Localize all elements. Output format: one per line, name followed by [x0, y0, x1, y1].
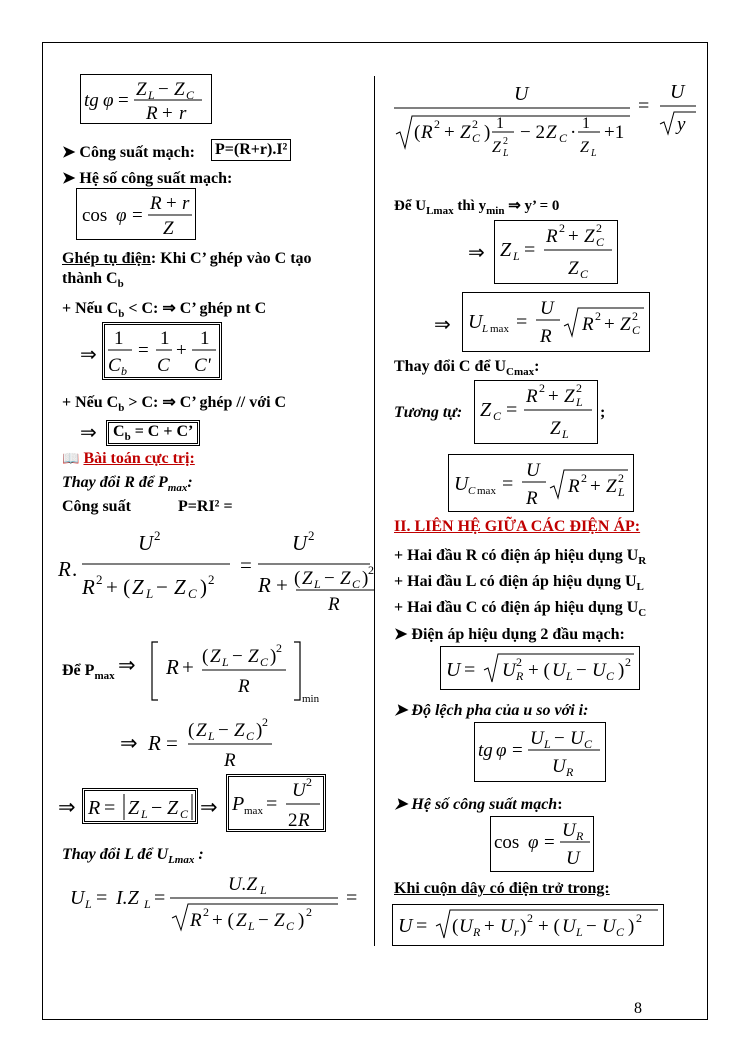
svg-text:U: U: [500, 916, 514, 937]
series-arrow: ⇒: [80, 344, 97, 366]
voltage-r-line: + Hai đầu R có điện áp hiệu dụng $U_R$: [394, 547, 647, 568]
svg-text:−: −: [324, 568, 335, 589]
power-equation: P=RI² =: [178, 498, 233, 515]
svg-text:R: R: [473, 925, 481, 939]
svg-text:2: 2: [576, 381, 582, 395]
svg-text:Z: Z: [132, 575, 144, 599]
svg-text:U: U: [459, 916, 473, 937]
svg-text:): ): [270, 646, 277, 667]
svg-text:U: U: [540, 298, 554, 319]
total-voltage-heading: ➤ Điện áp hiệu dụng 2 đầu mạch:: [394, 626, 625, 643]
svg-text:(: (: [202, 646, 209, 667]
svg-text:): ): [362, 568, 369, 589]
svg-text:C: C: [157, 355, 170, 376]
svg-text:U: U: [446, 659, 461, 681]
svg-text:2: 2: [276, 641, 282, 655]
svg-text:R: R: [540, 326, 552, 347]
svg-text:Z: Z: [480, 399, 492, 421]
power-expression: [58, 522, 374, 615]
power-formula: P=(R+r).I²: [211, 139, 291, 161]
svg-text:=: =: [464, 659, 476, 681]
svg-text:−: −: [554, 728, 565, 749]
svg-text:L: L: [222, 655, 229, 669]
svg-text:=: =: [118, 90, 129, 111]
svg-text:=: =: [154, 887, 166, 909]
svg-text:R: R: [582, 314, 594, 335]
svg-text:2: 2: [595, 309, 601, 323]
svg-text:): ): [256, 720, 263, 741]
svg-text:C: C: [352, 577, 361, 591]
svg-text:I.Z: I.Z: [116, 887, 139, 909]
svg-text:L: L: [208, 729, 215, 743]
svg-text:cos: cos: [82, 205, 108, 226]
svg-text:R: R: [328, 594, 340, 615]
voltage-c-line: + Hai đầu C có điện áp hiệu dụng $U_C$: [394, 599, 647, 620]
svg-text:2: 2: [539, 381, 545, 395]
ulmax-formula: [466, 294, 648, 350]
phase-heading: ➤ Độ lệch pha của u so với i:: [394, 702, 589, 719]
svg-text:U: U: [398, 915, 413, 937]
svg-text:2: 2: [636, 911, 642, 925]
svg-text:Z: Z: [274, 910, 285, 931]
svg-text:+: +: [182, 655, 194, 679]
svg-text:R: R: [298, 810, 310, 831]
svg-text:L: L: [562, 427, 569, 441]
page-number: 8: [634, 1000, 642, 1017]
svg-text:L: L: [618, 485, 625, 499]
svg-text:L: L: [576, 925, 583, 939]
tg-phi-formula: [84, 76, 210, 122]
svg-text:2: 2: [306, 905, 312, 919]
svg-text:2: 2: [618, 471, 624, 485]
svg-text:2: 2: [625, 655, 631, 669]
svg-text:Z: Z: [196, 720, 207, 741]
svg-text:): ): [298, 910, 305, 931]
svg-text:Z: Z: [128, 797, 140, 819]
svg-text:C: C: [616, 925, 625, 939]
series-capacitor-formula: [106, 324, 220, 378]
svg-text:max: max: [244, 805, 263, 817]
svg-text:C: C: [246, 729, 255, 743]
svg-text:Z: Z: [167, 797, 179, 819]
for-pmax-label: Để $P_{max}$: [62, 662, 115, 683]
svg-text:+ (: + (: [212, 910, 234, 931]
svg-text:Z: Z: [302, 568, 313, 589]
svg-text:2: 2: [503, 136, 508, 147]
svg-text:R: R: [88, 797, 101, 819]
power-label: Công suất: [62, 498, 131, 515]
svg-text:=: =: [104, 797, 116, 819]
svg-text:Z: Z: [248, 646, 259, 667]
svg-text:r: r: [514, 925, 519, 939]
svg-text:U: U: [502, 660, 516, 681]
svg-text:φ: φ: [528, 832, 539, 853]
svg-text:U: U: [570, 728, 584, 749]
svg-text:C: C: [180, 807, 189, 821]
section-heading: II. LIÊN HỆ GIỮA CÁC ĐIỆN ÁP:: [394, 518, 641, 535]
svg-text:L: L: [146, 586, 154, 601]
svg-text:2: 2: [288, 810, 298, 831]
svg-text:U: U: [468, 311, 483, 333]
svg-text:+ (: + (: [538, 916, 560, 937]
svg-text:R: R: [148, 731, 161, 755]
svg-text:R: R: [566, 765, 574, 779]
svg-text:=: =: [544, 832, 555, 853]
svg-text:2: 2: [208, 572, 215, 587]
svg-text:=: =: [416, 915, 428, 937]
svg-text:−: −: [158, 79, 169, 100]
svg-text:b: b: [121, 364, 127, 378]
svg-text:R: R: [150, 193, 162, 214]
zc-semicolon: ;: [600, 404, 606, 421]
parallel-result: $C_b = C + C$’: [106, 420, 200, 446]
svg-text:R: R: [546, 226, 558, 247]
svg-text:C: C: [632, 323, 641, 337]
svg-text:C: C: [286, 919, 295, 933]
svg-text:Z: Z: [584, 226, 595, 247]
svg-text:−: −: [218, 720, 229, 741]
svg-text:=: =: [346, 887, 358, 909]
svg-text:R: R: [568, 476, 580, 497]
svg-text:R: R: [146, 103, 158, 124]
svg-text:P: P: [232, 793, 245, 815]
svg-text:2: 2: [632, 309, 638, 323]
svg-text:2: 2: [308, 528, 315, 543]
svg-text:U: U: [454, 473, 469, 495]
svg-text:(: (: [414, 122, 421, 143]
svg-text:+: +: [276, 573, 288, 597]
svg-text:U.Z: U.Z: [228, 874, 258, 895]
svg-text:U: U: [292, 780, 306, 801]
svg-text:R: R: [421, 122, 433, 143]
svg-text:C: C: [559, 131, 568, 145]
capacitor-heading-line2: thành $C_b$: [62, 270, 124, 291]
svg-text:U: U: [670, 81, 685, 103]
svg-text:y: y: [677, 114, 686, 135]
r-result-arrow: ⇒: [58, 795, 76, 819]
svg-text:2: 2: [516, 655, 522, 669]
svg-text:+ (: + (: [528, 660, 550, 681]
problem-heading: 📖 Bài toán cực trị:: [62, 450, 195, 467]
svg-text:C: C: [188, 586, 197, 601]
svg-text:L: L: [591, 148, 597, 159]
svg-text:φ: φ: [116, 205, 127, 226]
svg-text:U: U: [566, 848, 580, 869]
svg-text:1: 1: [200, 328, 210, 349]
change-l-heading: Thay đổi L để $U_{Lmax}$ :: [62, 846, 204, 867]
svg-text:): ): [484, 122, 491, 143]
svg-text:L: L: [148, 88, 155, 102]
svg-text:R: R: [238, 676, 250, 697]
svg-text:+: +: [568, 226, 579, 247]
svg-text:C: C: [472, 131, 481, 145]
svg-text:L: L: [85, 897, 92, 911]
svg-text:): ): [200, 575, 207, 599]
svg-text:Z: Z: [500, 239, 512, 261]
svg-text:R: R: [526, 488, 538, 509]
factor-heading: ➤ Hệ số công suất mạch:: [62, 170, 233, 187]
voltage-l-line: + Hai đầu L có điện áp hiệu dụng $U_L$: [394, 573, 644, 594]
svg-text:=: =: [524, 239, 536, 261]
zc-formula: [478, 382, 596, 442]
svg-text:Z: Z: [340, 568, 351, 589]
svg-text:C: C: [108, 355, 121, 376]
svg-text:C: C: [596, 235, 605, 249]
svg-text:Z: Z: [174, 79, 185, 100]
svg-text:− 2: − 2: [520, 122, 545, 143]
coil-heading: Khi cuộn dây có điện trở trong:: [394, 880, 610, 897]
svg-text:R: R: [258, 573, 271, 597]
svg-text:=: =: [512, 740, 523, 761]
svg-text:U: U: [530, 728, 544, 749]
zl-arrow: ⇒: [468, 242, 485, 264]
pmax-condition: [118, 636, 338, 706]
svg-text:Z: Z: [620, 314, 631, 335]
svg-text:max: max: [490, 323, 509, 335]
r-result-formula: [86, 790, 196, 822]
svg-text:U: U: [592, 660, 606, 681]
capacitor-heading: Ghép tụ điện: Khi C’ ghép vào C tạo: [62, 250, 312, 267]
svg-text:): ): [628, 916, 635, 937]
svg-text:2: 2: [559, 221, 565, 235]
ulmax-arrow: ⇒: [434, 314, 451, 336]
svg-text:Z: Z: [210, 646, 221, 667]
svg-text:=: =: [240, 553, 252, 577]
case-parallel: + Nếu $C_b > C$: ⇒ C’ ghép // với C: [62, 394, 287, 415]
svg-text:2: 2: [527, 911, 533, 925]
svg-text:C: C: [260, 655, 269, 669]
svg-text:−: −: [156, 575, 168, 599]
svg-text:r: r: [182, 193, 190, 214]
coil-formula: [396, 906, 662, 944]
svg-text:⇒: ⇒: [120, 731, 138, 755]
svg-text:R: R: [526, 386, 538, 407]
svg-text:−: −: [232, 646, 243, 667]
ul-ratio-formula: [394, 78, 698, 168]
svg-text:+: +: [162, 103, 173, 124]
svg-text:C: C: [493, 409, 502, 423]
ucmax-formula: [452, 456, 632, 510]
svg-text:+ (: + (: [106, 575, 131, 599]
svg-text:C': C': [194, 355, 211, 376]
svg-text:L: L: [314, 577, 321, 591]
svg-text:⇒: ⇒: [118, 653, 136, 677]
svg-text:L: L: [566, 669, 573, 683]
svg-text:Z: Z: [546, 122, 557, 143]
svg-text:2: 2: [434, 117, 440, 131]
svg-text:+: +: [166, 193, 177, 214]
svg-text:φ: φ: [496, 740, 507, 761]
svg-text:Z: Z: [564, 386, 575, 407]
svg-text:=: =: [502, 473, 514, 495]
svg-text:1: 1: [496, 115, 504, 132]
svg-text:Z: Z: [492, 139, 501, 156]
ul-condition: Để $U_{Lmax}$ thì $y_{min}$ ⇒ y’ = 0: [394, 198, 560, 217]
svg-text:U: U: [602, 916, 616, 937]
svg-text:+: +: [444, 122, 455, 143]
svg-text:Z: Z: [550, 418, 561, 439]
svg-text:C: C: [468, 485, 476, 497]
svg-text:1: 1: [160, 328, 170, 349]
similarly-label: Tương tự:: [394, 404, 463, 421]
svg-text:=: =: [138, 340, 149, 361]
svg-text:φ: φ: [103, 90, 114, 111]
phase-formula: [478, 724, 604, 780]
svg-text:Z: Z: [163, 218, 174, 239]
svg-text:C: C: [580, 267, 589, 281]
svg-text:=: =: [166, 731, 178, 755]
svg-text:−: −: [258, 910, 269, 931]
svg-text:Z: Z: [236, 910, 247, 931]
svg-text:Z: Z: [136, 79, 147, 100]
power-factor-formula: [494, 818, 592, 870]
svg-text:L: L: [248, 919, 255, 933]
svg-text:U: U: [552, 660, 566, 681]
svg-text:U: U: [292, 531, 308, 555]
svg-text:2: 2: [581, 471, 587, 485]
svg-text:Z: Z: [568, 258, 579, 279]
r-optimum: [120, 710, 290, 770]
svg-text:tg: tg: [84, 90, 99, 111]
svg-text:Z: Z: [606, 476, 617, 497]
svg-text:=: =: [266, 793, 278, 815]
svg-text:L: L: [503, 148, 509, 159]
pmax-arrow: ⇒: [200, 795, 218, 819]
svg-text:): ): [520, 916, 527, 937]
svg-text:2: 2: [154, 528, 161, 543]
min-label: min: [302, 693, 320, 705]
ul-expression: [70, 868, 370, 938]
svg-text:+: +: [604, 314, 615, 335]
svg-text:(: (: [452, 916, 459, 937]
svg-text:−: −: [576, 660, 587, 681]
pmax-result-formula: [230, 776, 324, 830]
svg-text:C: C: [606, 669, 615, 683]
svg-text:2: 2: [96, 572, 103, 587]
svg-text:max: max: [477, 485, 496, 497]
svg-text:1: 1: [114, 328, 124, 349]
svg-text:Z: Z: [580, 139, 589, 156]
svg-text:+: +: [176, 340, 187, 361]
book-icon: 📖: [62, 452, 80, 467]
svg-text:Z: Z: [174, 575, 186, 599]
svg-text:(: (: [188, 720, 195, 741]
svg-text:tg: tg: [478, 740, 493, 761]
svg-text:=: =: [506, 399, 518, 421]
svg-text:1: 1: [582, 115, 590, 132]
svg-text:R: R: [190, 910, 202, 931]
svg-text:+1: +1: [604, 122, 625, 143]
svg-text:L: L: [576, 395, 583, 409]
power-factor-heading: ➤ Hệ số công suất mạch:: [394, 796, 563, 813]
svg-text:−: −: [151, 797, 163, 819]
svg-text:2: 2: [306, 775, 312, 789]
svg-text:+: +: [484, 916, 495, 937]
svg-text:L: L: [513, 249, 520, 263]
total-voltage-formula: [444, 648, 638, 688]
svg-text:(: (: [294, 568, 301, 589]
svg-text:U: U: [562, 916, 576, 937]
svg-text:=: =: [638, 95, 650, 117]
svg-text:2: 2: [596, 221, 602, 235]
svg-text:U: U: [526, 460, 540, 481]
svg-text:+: +: [590, 476, 601, 497]
svg-text:L: L: [482, 323, 489, 335]
power-heading: ➤ Công suất mạch:: [62, 144, 195, 161]
svg-text:L: L: [141, 807, 148, 821]
svg-text:+: +: [548, 386, 559, 407]
svg-text:C: C: [186, 88, 195, 102]
svg-text:Z: Z: [460, 122, 471, 143]
svg-text:U: U: [514, 83, 529, 105]
svg-text:C: C: [584, 737, 593, 751]
svg-text:=: =: [516, 311, 528, 333]
svg-text:2: 2: [368, 563, 374, 577]
zl-formula: [498, 222, 616, 282]
svg-text:U: U: [70, 887, 85, 909]
change-r-heading: Thay đổi R để $P_{max}$:: [62, 474, 193, 495]
svg-text:·: ·: [570, 122, 577, 143]
cos-phi-formula: [82, 190, 194, 238]
svg-text:U: U: [562, 820, 576, 841]
svg-text:L: L: [144, 897, 151, 911]
svg-text:=: =: [96, 887, 108, 909]
svg-text:2: 2: [262, 715, 268, 729]
svg-text:L: L: [260, 883, 267, 897]
svg-text:cos: cos: [494, 832, 520, 853]
svg-text:U: U: [552, 756, 566, 777]
svg-text:2: 2: [203, 905, 209, 919]
svg-text:−: −: [586, 916, 597, 937]
svg-text:): ): [618, 660, 625, 681]
svg-text:R: R: [516, 669, 524, 683]
case-series: + Nếu $C_b < C$: ⇒ C’ ghép nt C: [62, 300, 267, 321]
svg-text:U: U: [138, 531, 154, 555]
svg-text:L: L: [544, 737, 551, 751]
svg-text:2: 2: [472, 117, 478, 131]
svg-text:R: R: [576, 829, 584, 843]
svg-text:R: R: [166, 655, 179, 679]
svg-text:R: R: [224, 750, 236, 771]
parallel-arrow: ⇒: [80, 422, 97, 444]
svg-text:Z: Z: [234, 720, 245, 741]
svg-text:=: =: [132, 205, 143, 226]
svg-text:R: R: [58, 557, 71, 581]
svg-text:R: R: [82, 575, 95, 599]
svg-text:r: r: [179, 103, 187, 124]
column-divider: [374, 76, 375, 946]
change-c-heading: Thay đổi C để $U_{Cmax}$:: [394, 358, 540, 379]
svg-text:.: .: [72, 557, 78, 581]
